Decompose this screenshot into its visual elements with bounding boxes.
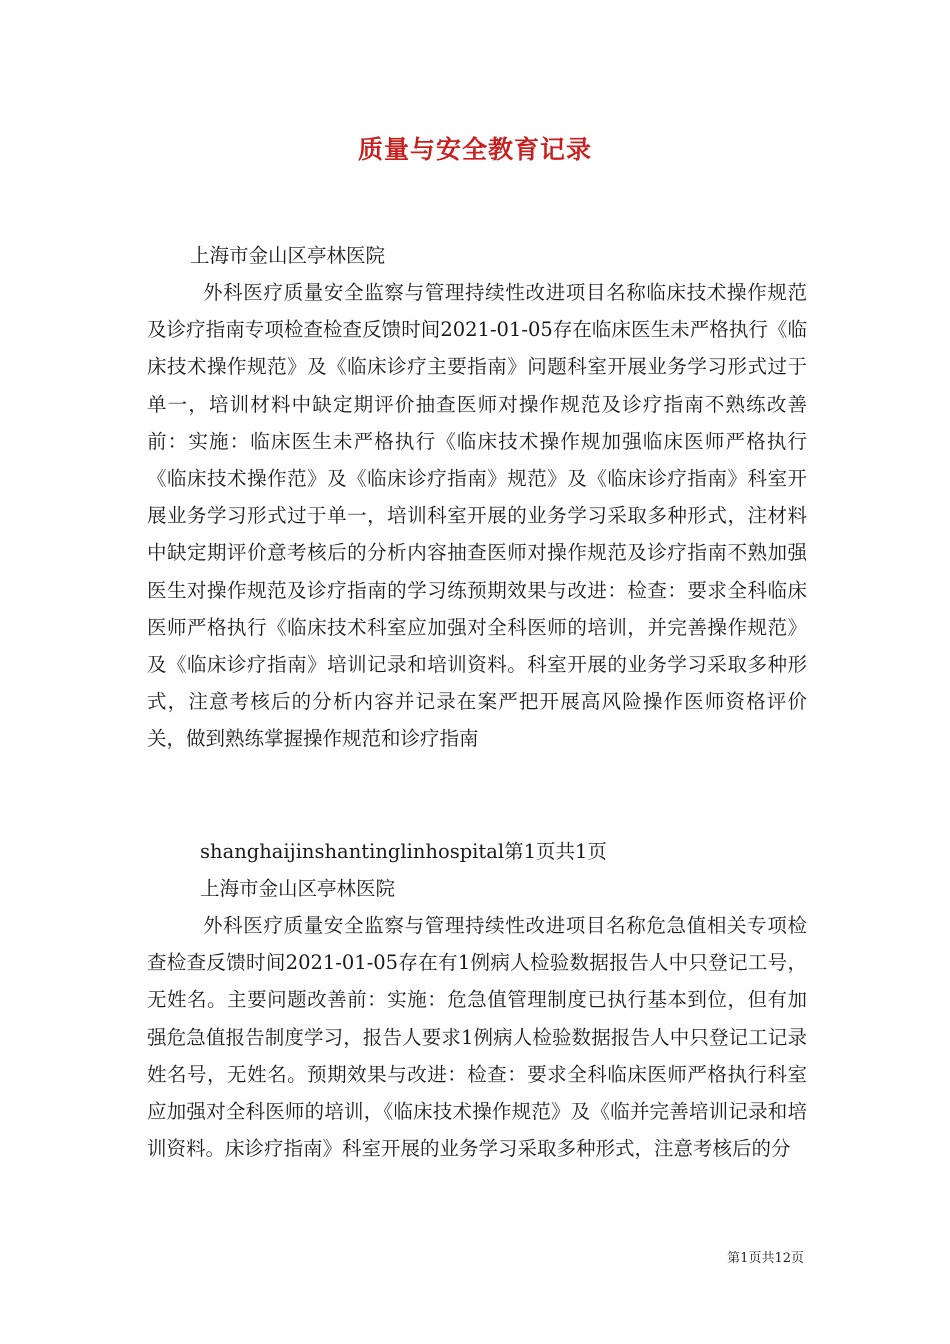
section-2-body: 外科医疗质量安全监察与管理持续性改进项目名称危急值相关专项检查检查反馈时间2021-01-05存在有1例病人检验数据报告人中只登记工号，无姓名。主要问题改善前：实施：危急值管理制度已执行基本到位，但有加强危急值报告制度学习，报告人要求1例病人检验数据报告人中只登记工记录姓名号，无姓名。预期效果与改进：检查：要求全科临床医师严格执行科室应加强对全科医师的培训，《临床技术操作规范》及《临并完善培训记录和培训资料。床诊疗指南》科室开展的业务学习采取多种形式，注意考核后的分: [147, 914, 807, 1161]
section-1-body: 外科医疗质量安全监察与管理持续性改进项目名称临床技术操作规范及诊疗指南专项检查检查反馈时间2021-01-05存在临床医生未严格执行《临床技术操作规范》及《临床诊疗主要指南》问题科室开展业务学习形式过于单一，培训材料中缺定期评价抽查医师对操作规范及诊疗指南不熟练改善前：实施：临床医生未严格执行《临床技术操作规加强临床医师严格执行《临床技术操作范》及《临床诊疗指南》规范》及《临床诊疗指南》科室开展业务学习形式过于单一，培训科室开展的业务学习采取多种形式，注材料中缺定期评价意考核后的分析内容抽查医师对操作规范及诊疗指南不熟加强医生对操作规范及诊疗指南的学习练预期效果与改进：检查：要求全科临床医师严格执行《临床技术科室应加强对全科医师的培训，并完善操作规范》及《临床诊疗指南》培训记录和培训资料。科室开展的业务学习采取多种形式，注意考核后的分析内容并记录在案严把开展高风险操作医师资格评价关，做到熟练掌握操作规范和诊疗指南: [147, 281, 807, 751]
hospital-name-2: 上海市金山区亭林医院: [200, 877, 396, 900]
page-number: 第1页共12页: [727, 1251, 804, 1266]
section-1-footer: shanghaijinshantinglinhospital第1页共1页: [200, 840, 607, 863]
hospital-name: 上海市金山区亭林医院: [190, 244, 386, 267]
document-title: 质量与安全教育记录: [357, 135, 592, 164]
